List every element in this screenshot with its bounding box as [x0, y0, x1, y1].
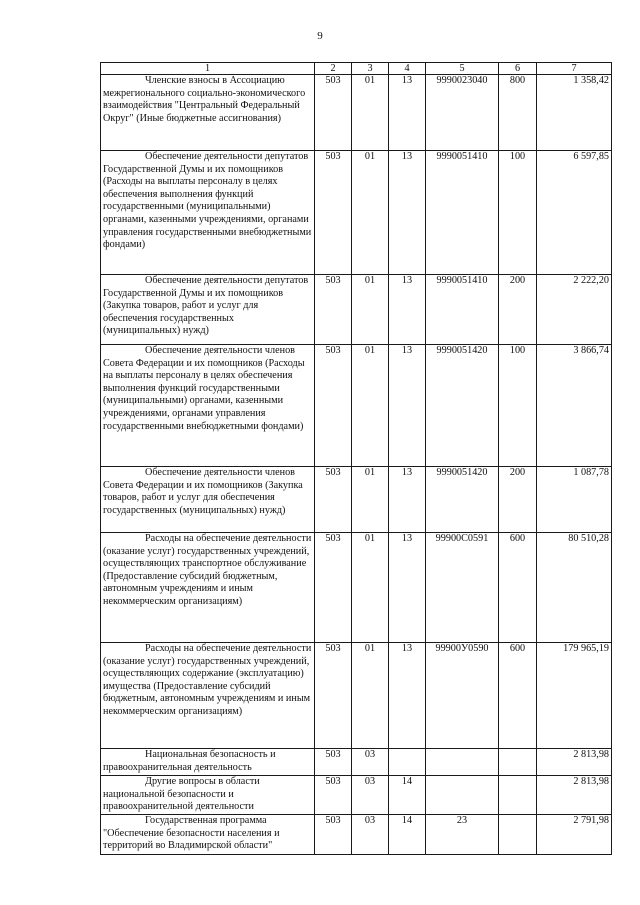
row-name: Обеспечение деятельности депутатов Государственной Думы и их помощников (Закупка товаров, работ и услуг для обеспечения государственных (муниципальных) нужд) — [101, 275, 315, 345]
row-amount: 179 965,19 — [537, 643, 612, 749]
row-target-article: 99900С0591 — [426, 533, 499, 643]
row-subsection-code: 13 — [389, 533, 426, 643]
row-ministry-code: 503 — [315, 75, 352, 151]
row-amount: 1 358,42 — [537, 75, 612, 151]
row-target-article — [426, 749, 499, 776]
row-section-code: 03 — [352, 776, 389, 815]
row-amount: 1 087,78 — [537, 467, 612, 533]
row-subsection-code — [389, 749, 426, 776]
row-ministry-code: 503 — [315, 467, 352, 533]
table-row — [101, 749, 612, 776]
row-target-article: 9990051410 — [426, 275, 499, 345]
table-row — [101, 467, 612, 533]
header-col-5: 5 — [426, 63, 499, 75]
header-col-4: 4 — [389, 63, 426, 75]
row-target-article — [426, 776, 499, 815]
header-col-2: 2 — [315, 63, 352, 75]
row-expense-type — [499, 749, 537, 776]
row-subsection-code: 13 — [389, 467, 426, 533]
row-target-article: 9990023040 — [426, 75, 499, 151]
page-number: 9 — [317, 30, 323, 42]
row-subsection-code: 14 — [389, 815, 426, 855]
row-section-code: 01 — [352, 533, 389, 643]
row-amount: 3 866,74 — [537, 345, 612, 467]
row-name: Обеспечение деятельности членов Совета Федерации и их помощников (Закупка товаров, работ и услуг для обеспечения государственных (муниципальных) нужд) — [101, 467, 315, 533]
row-name: Национальная безопасность и правоохранительная деятельность — [101, 749, 315, 776]
table-row — [101, 815, 612, 855]
row-subsection-code: 13 — [389, 345, 426, 467]
row-name: Членские взносы в Ассоциацию межрегионального социально-экономического взаимодействия "Центральный Федеральный Округ" (Иные бюджетные ассигнования) — [101, 75, 315, 151]
row-amount: 2 813,98 — [537, 776, 612, 815]
row-section-code: 01 — [352, 345, 389, 467]
row-subsection-code: 13 — [389, 75, 426, 151]
row-name: Обеспечение деятельности депутатов Государственной Думы и их помощников (Расходы на выплаты персоналу в целях обеспечения выполнения функций государственными (муниципальными) органами, казенными учреждениями, органами управления государственными внебюджетными фондами) — [101, 151, 315, 275]
row-amount: 2 222,20 — [537, 275, 612, 345]
row-target-article: 9990051410 — [426, 151, 499, 275]
table-row — [101, 75, 612, 151]
row-target-article: 9990051420 — [426, 467, 499, 533]
table-row — [101, 776, 612, 815]
header-row — [101, 63, 612, 75]
row-amount: 2 813,98 — [537, 749, 612, 776]
row-subsection-code: 14 — [389, 776, 426, 815]
row-name: Другие вопросы в области национальной безопасности и правоохранительной деятельности — [101, 776, 315, 815]
row-expense-type — [499, 776, 537, 815]
row-name: Обеспечение деятельности членов Совета Федерации и их помощников (Расходы на выплаты персоналу в целях обеспечения выполнения функций государственными (муниципальными) органами, казенными учреждениями, органами управления государственными внебюджетными фондами) — [101, 345, 315, 467]
row-expense-type: 200 — [499, 275, 537, 345]
row-section-code: 01 — [352, 467, 389, 533]
row-ministry-code: 503 — [315, 776, 352, 815]
row-ministry-code: 503 — [315, 345, 352, 467]
row-section-code: 01 — [352, 151, 389, 275]
row-section-code: 01 — [352, 275, 389, 345]
row-expense-type: 800 — [499, 75, 537, 151]
row-expense-type — [499, 815, 537, 855]
header-col-7: 7 — [537, 63, 612, 75]
table-row — [101, 533, 612, 643]
row-subsection-code: 13 — [389, 275, 426, 345]
row-expense-type: 100 — [499, 151, 537, 275]
row-ministry-code: 503 — [315, 749, 352, 776]
table-row — [101, 643, 612, 749]
row-name: Расходы на обеспечение деятельности (оказание услуг) государственных учреждений, осуществляющих содержание (эксплуатацию) имущества (Предоставление субсидий бюджетным, автономным учреждениям и иным некоммерческим организациям) — [101, 643, 315, 749]
row-section-code: 03 — [352, 815, 389, 855]
header-col-6: 6 — [499, 63, 537, 75]
table-row — [101, 275, 612, 345]
row-expense-type: 200 — [499, 467, 537, 533]
row-target-article: 99900У0590 — [426, 643, 499, 749]
row-ministry-code: 503 — [315, 533, 352, 643]
row-amount: 80 510,28 — [537, 533, 612, 643]
row-section-code: 03 — [352, 749, 389, 776]
row-ministry-code: 503 — [315, 151, 352, 275]
header-col-1: 1 — [101, 63, 315, 75]
row-name: Расходы на обеспечение деятельности (оказание услуг) государственных учреждений, осуществляющих транспортное обслуживание (Предоставление субсидий бюджетным, автономным учреждениям и иным некоммерческим организациям) — [101, 533, 315, 643]
budget-table — [100, 62, 612, 855]
row-ministry-code: 503 — [315, 275, 352, 345]
table-row — [101, 151, 612, 275]
row-expense-type: 600 — [499, 643, 537, 749]
row-subsection-code: 13 — [389, 151, 426, 275]
header-col-3: 3 — [352, 63, 389, 75]
row-expense-type: 600 — [499, 533, 537, 643]
row-target-article: 23 — [426, 815, 499, 855]
row-section-code: 01 — [352, 643, 389, 749]
row-amount: 2 791,98 — [537, 815, 612, 855]
row-ministry-code: 503 — [315, 643, 352, 749]
row-subsection-code: 13 — [389, 643, 426, 749]
row-target-article: 9990051420 — [426, 345, 499, 467]
row-amount: 6 597,85 — [537, 151, 612, 275]
row-section-code: 01 — [352, 75, 389, 151]
row-expense-type: 100 — [499, 345, 537, 467]
row-ministry-code: 503 — [315, 815, 352, 855]
row-name: Государственная программа "Обеспечение безопасности населения и территорий во Владимирской области" — [101, 815, 315, 855]
table-row — [101, 345, 612, 467]
